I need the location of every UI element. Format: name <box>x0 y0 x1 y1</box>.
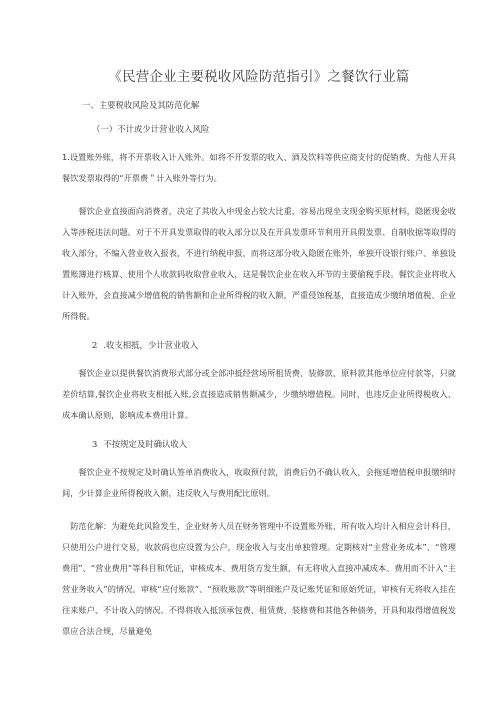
paragraph-timely-recognition: 餐饮企业不按规定及时确认签单消费收入，收取预付款，消费后仍不确认收入，会拖延增值税申报缴纳时间，少计算企业所得税收入额，违反收入与费用配比原则。 <box>62 467 456 498</box>
item-number-3: 3 <box>92 439 98 449</box>
item-number-2: 2 <box>92 340 98 350</box>
item-heading-2 <box>92 339 456 351</box>
item-label-3: 不按规定及时确认收入 <box>103 439 188 449</box>
section-heading-1: 一、主要税收风险及其防范化解 <box>82 100 200 110</box>
paragraph-cash-income: 餐饮企业直接面向消费者，决定了其收入中现金占较大比重，容易出现坐支现金购买原材料，隐匿现金收入等涉税违法问题。对于不开具发票取得的收入部分以及在开具发票环节利用开具假发票、自制收据等取得的收入部分，不编入营业收入报表，不进行纳税申报，而将这部分收入隐匿在账外，单独开设银行账户、单独设置账簿进行核算、使用个人收款码收取营业收入，这是餐饮企业在收入环节的主要偷税手段。餐饮企业将收入计入账外，会直接减少增值税的销售额和企业所得税的收入额，严重侵蚀税基，直接造成少缴纳增值税、企业所得税。 <box>62 206 456 321</box>
document-title: 《民营企业主要税收风险防范指引》之餐饮行业篇 <box>108 70 410 85</box>
subsection-heading-1: （一）不计或少计营业收入风险 <box>92 124 210 134</box>
paragraph-item-1: 1.设置账外账，将不开票收入计入账外。如将不开发票的收入、酒及饮料等供应商支付的促销费、为他人开具餐饮发票取得的“开票费＂计入账外等行为。 <box>62 152 456 183</box>
paragraph-offset-income: 餐饮企业以提供餐饮消费形式部分或全部冲抵经营场所租赁费、装修款、原料款其他单位应付款等，只就差价结算,餐饮企业将收支相抵入账,会直接造成销售额减少，少缴纳增值税。同时，也违反企业所得税收入、成本确认原则，影响成本费用计算。 <box>62 368 456 420</box>
item-heading-3 <box>92 438 456 450</box>
paragraph-risk-defense: 防范化解：为避免此风险发生，企业财务人员在财务管理中不设置账外账，所有收入均计入相应会计科目，只使用公户进行交易，收款码也应设置为公户，现金收入与支出单独管理。定期核对“主营业务成本”、“管理费用”、“营业费用”等科目和凭证，审核成本、费用货方发生额，有无将收入直接冲减成本、费用而不计入“主营业务收入”的情况。审核“应付账款”、“预收账款”等明细账户及记账凭证和原始凭证，审核有无将收入挂在往来账户、不计收入的情况。不得将收入抵顶承包费、租赁费、装修费和其他各种债务，开具和取得增值税发票应合法合规，尽量避免 <box>62 521 456 636</box>
item-label-2: .收支相抵，少计营业收入 <box>103 340 199 350</box>
